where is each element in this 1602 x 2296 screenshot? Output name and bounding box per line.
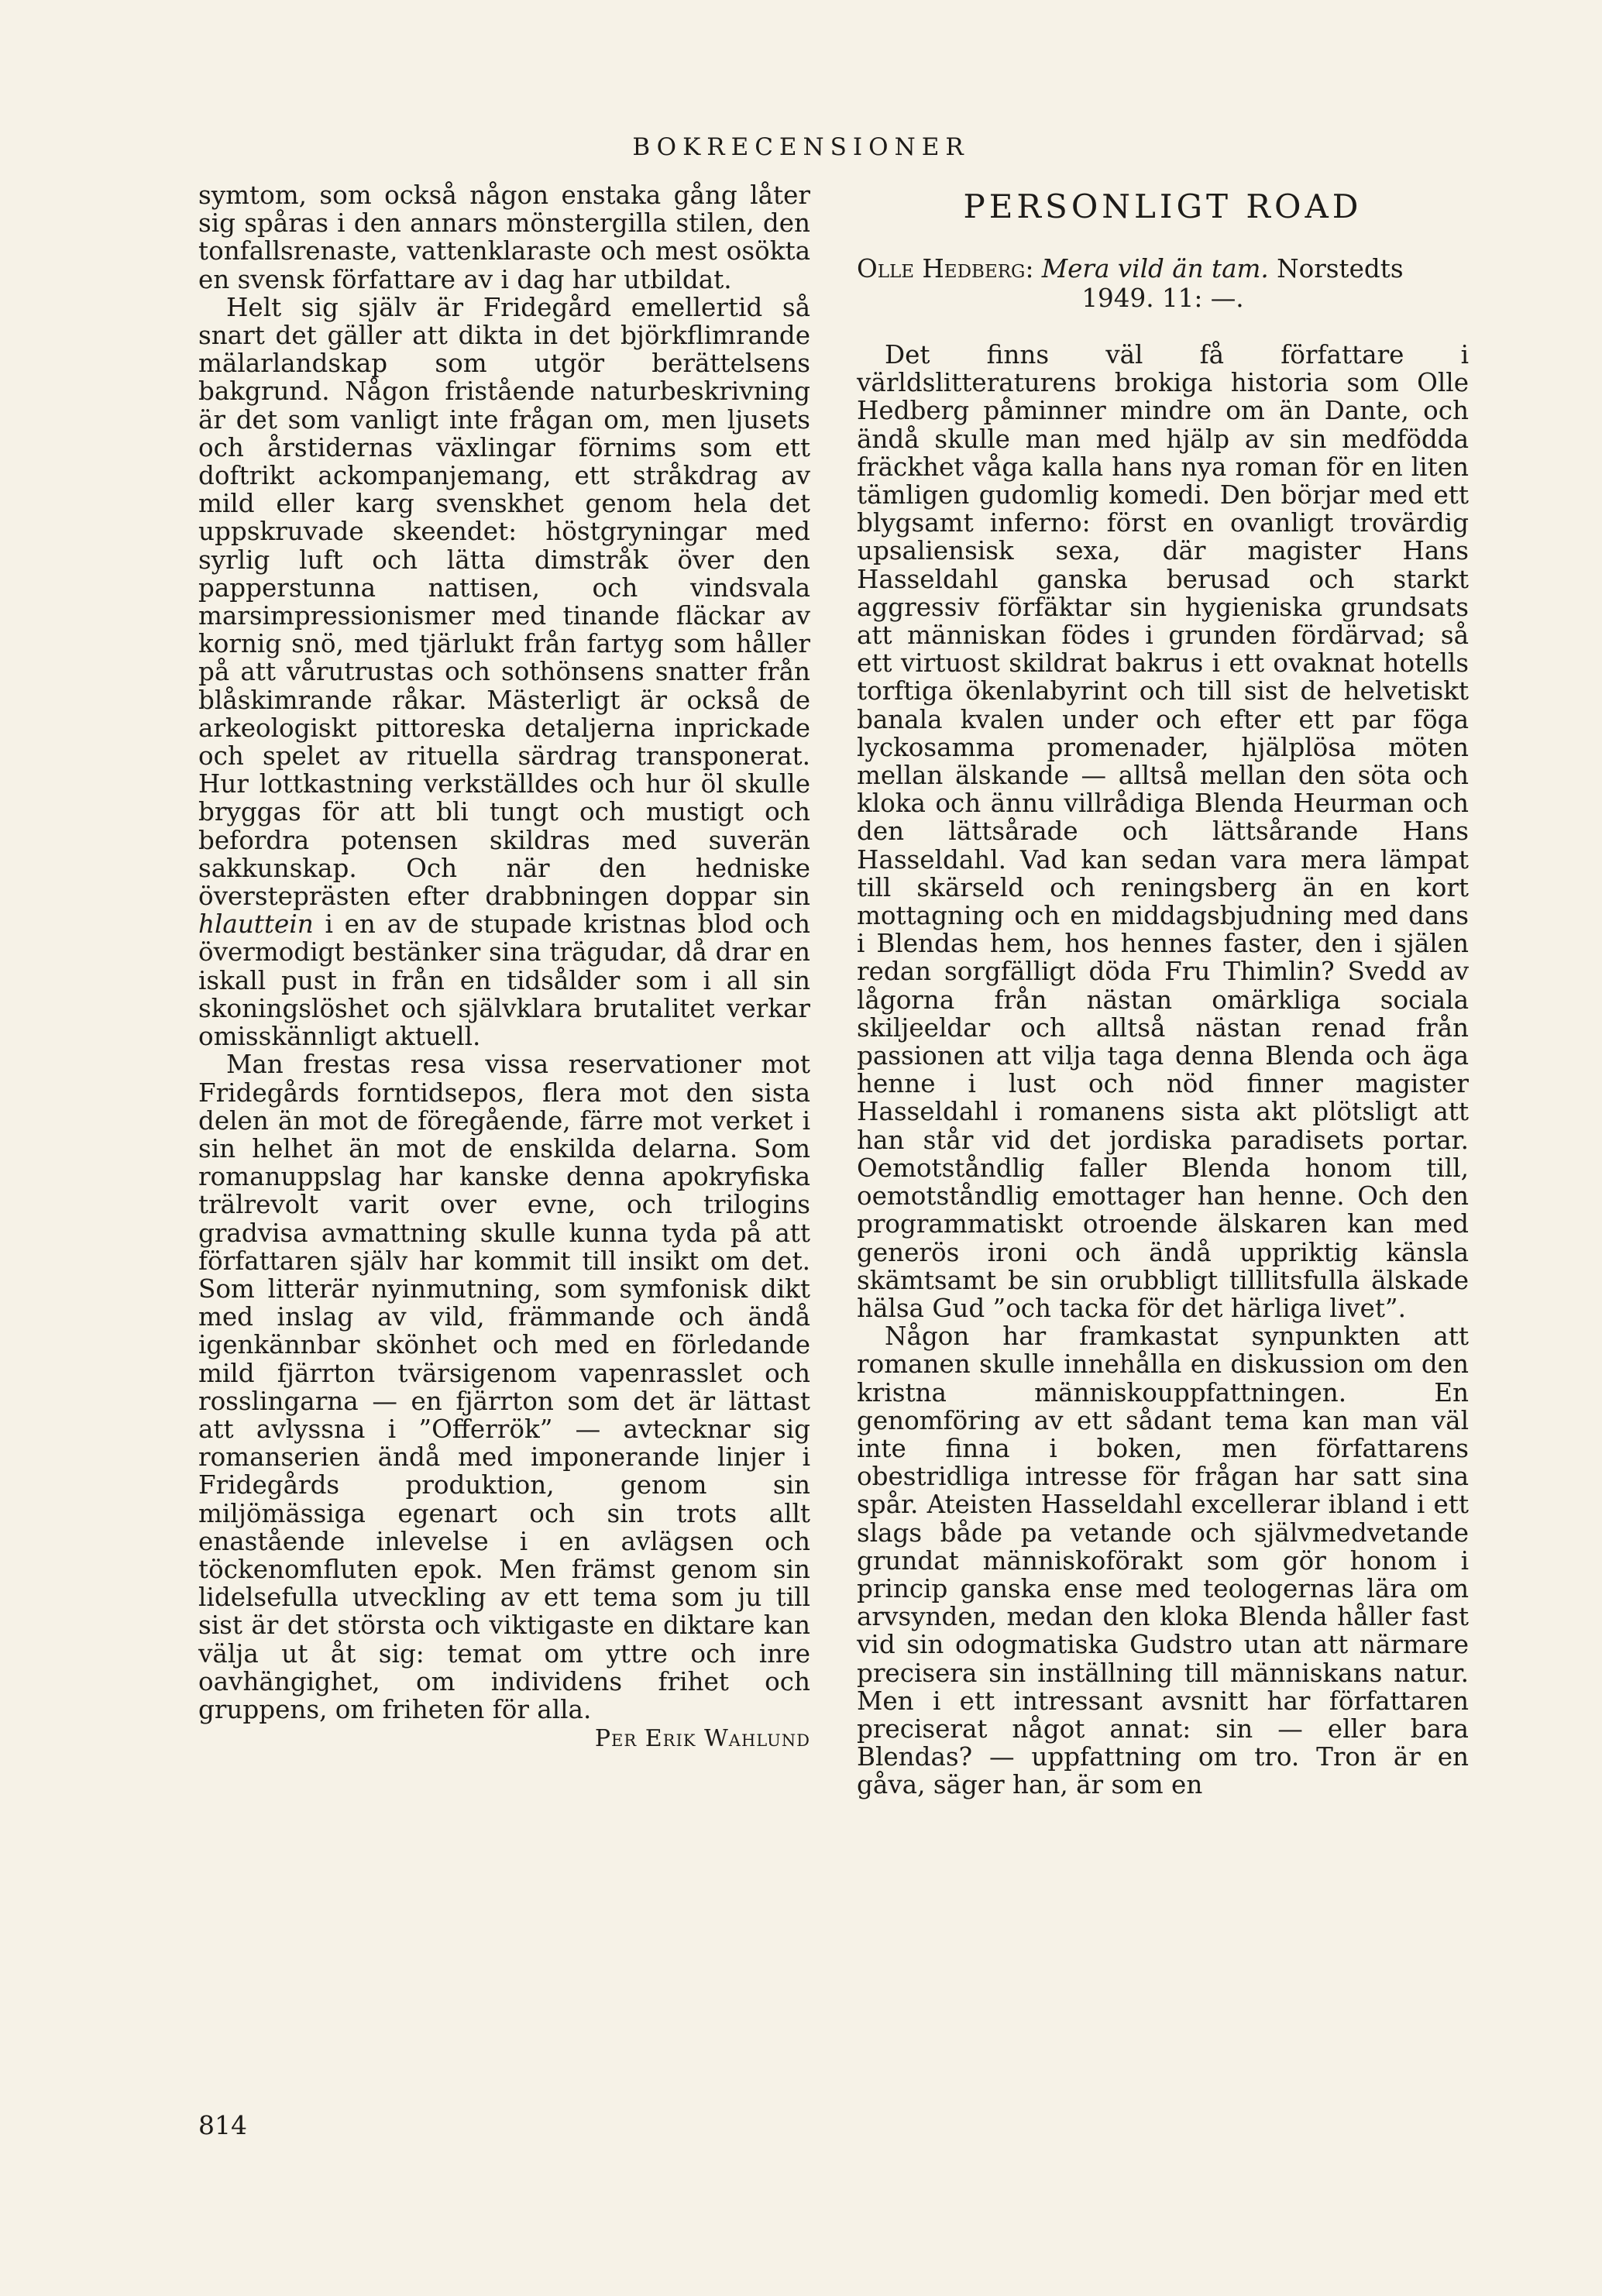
citation-book-title: Mera vild än tam. — [1041, 254, 1269, 284]
left-paragraph-1: symtom, som också någon enstaka gång låter sig spåras i den annars mönstergilla stilen, den tonfallsrenaste, vattenklaraste och mest osökta en svensk författare av i dag har utbildat. — [198, 180, 810, 294]
page-number: 814 — [198, 2110, 247, 2140]
citation-separator: : — [1025, 254, 1042, 284]
review-title: PERSONLIGT ROAD — [963, 187, 1363, 225]
left-paragraph-3: Man frestas resa vissa reservationer mot Fridegårds forntidsepos, flera mot den sista delen än mot de föregående, färre mot verket i sin helhet än mot de enskilda delarna. Som romanuppslag har kanske denna apokryfiska trälrevolt varit over evne, och trilogins gradvisa avmattning skulle kunna tyda på att författaren själv har kommit till insikt om det. Som litterär nyinmutning, som symfonisk dikt med inslag av vild, främmande och ändå igenkännbar skönhet och med en förledande mild fjärrton tvärsigenom vapenrasslet och rosslingarna — en fjärrton som det är lättast att avlyssna i ”Offerrök” — avtecknar sig romanserien ändå med imponerande linjer i Fridegårds produktion, genom sin miljömässiga egenart och sin trots allt enastående inlevelse i en avlägsen och töckenomfluten epok. Men främst genom sin lidelsefulla utveckling av ett tema som ju till sist är det största och viktigaste en diktare kan välja ut åt sig: temat om yttre och inre oavhängighet, om individens frihet och gruppens, om friheten för alla. — [198, 1050, 810, 1724]
left-column — [198, 181, 810, 1753]
book-citation — [857, 254, 1469, 313]
running-head: BOKRECENSIONER — [632, 133, 970, 161]
citation-author: Olle Hedberg — [857, 254, 1026, 284]
citation-year-price: 1949. 11: —. — [1081, 284, 1244, 313]
right-paragraph-1: Det finns väl få författare i världslitteraturens brokiga historia som Olle Hedberg påminner mindre om än Dante, och ändå skulle man med hjälp av sin medfödda fräckhet våga kalla hans nya roman för en liten tämligen gudomlig komedi. Den börjar med ett blygsamt inferno: först en ovanligt trovärdig upsaliensisk sexa, där magister Hans Hasseldahl ganska berusad och starkt aggressiv förfäktar sin hygieniska grundsats att människan födes i grunden fördärvad; så ett virtuost skildrat bakrus i ett ovaknat hotells torftiga ökenlabyrint och till sist de helvetiskt banala kvalen under och efter ett par föga lyckosamma promenader, hjälplösa möten mellan älskande — alltså mellan den söta och kloka och ännu villrådiga Blenda Heurman och den lättsårade och lättsårande Hans Hasseldahl. Vad kan sedan vara mera lämpat till skärseld och reningsberg än en kort mottagning och en middagsbjudning med dans i Blendas hem, hos hennes faster, den i själen redan sorgfälligt döda Fru Thimlin? Svedd av lågorna från nästan omärkliga sociala skiljeeldar och alltså nästan renad från passionen att vilja taga denna Blenda och äga henne i lust och nöd finner magister Hasseldahl i romanens sista akt plötsligt att han står vid det jordiska paradisets portar. Oemotståndlig faller Blenda honom till, oemotståndlig emottager han henne. Och den programmatiskt otroende älskaren kan med generös ironi och ändå uppriktig känsla skämtsamt be sin orubbligt tilllitsfulla älskade hälsa Gud ”och tacka för det härliga livet”. — [857, 340, 1469, 1323]
italic-term: hlauttein — [198, 909, 314, 940]
citation-publisher: Norstedts — [1268, 254, 1404, 284]
review-signature: Per Erik Wahlund — [594, 1725, 810, 1753]
right-paragraph-2: Någon har framkastat synpunkten att romanen skulle innehålla en diskussion om den kristna människouppfattningen. En genomföring av ett sådant tema kan man väl inte finna i boken, men författarens obestridliga intresse för frågan har satt sina spår. Ateisten Hasseldahl excellerar ibland i ett slags både pa vetande och självmedvetande grundat människoförakt som gör honom i princip ganska ense med teologernas lära om arvsynden, medan den kloka Blenda håller fast vid sin odogmatiska Gudstro utan att närmare precisera sin inställning till människans natur. Men i ett intressant avsnitt har författaren preciserat något annat: sin — eller bara Blendas? — uppfattning om tro. Tron är en gåva, säger han, är som en — [857, 1322, 1469, 1800]
right-column — [857, 181, 1469, 1799]
left-paragraph-2: Helt sig själv är Fridegård emellertid så snart det gäller att dikta in det björkflimrande mälarlandskap som utgör berättelsens bakgrund. Någon fristående naturbeskrivning är det som vanligt inte frågan om, men ljusets och årstidernas växlingar förnims som ett doftrikt ackompanjemang, ett stråkdrag av mild eller karg svenskhet genom hela det uppskruvade skeendet: höstgryningar med syrlig luft och lätta dimstråk över den papperstunna nattisen, och vindsvala marsimpressionismer med tinande fläckar av kornig snö, med tjärlukt från fartyg som håller på att vårutrustas och sothönsens snatter från blåskimrande råkar. Mästerligt är också de arkeologiskt pittoreska detaljerna inprickade och spelet av rituella särdrag transponerat. Hur lottkastning verkställdes och hur öl skulle bryggas för att bli tungt och mustigt och befordra potensen skildras med suverän sakkunskap. Och när den hedniske översteprästen efter drabbningen doppar sin hlauttein i en av de stupade kristnas blod och övermodigt bestänker sina trägudar, då drar en iskall pust in från en tidsålder som i all sin skoningslöshet och självklara brutalitet verkar omisskännligt aktuell. — [198, 292, 810, 1052]
